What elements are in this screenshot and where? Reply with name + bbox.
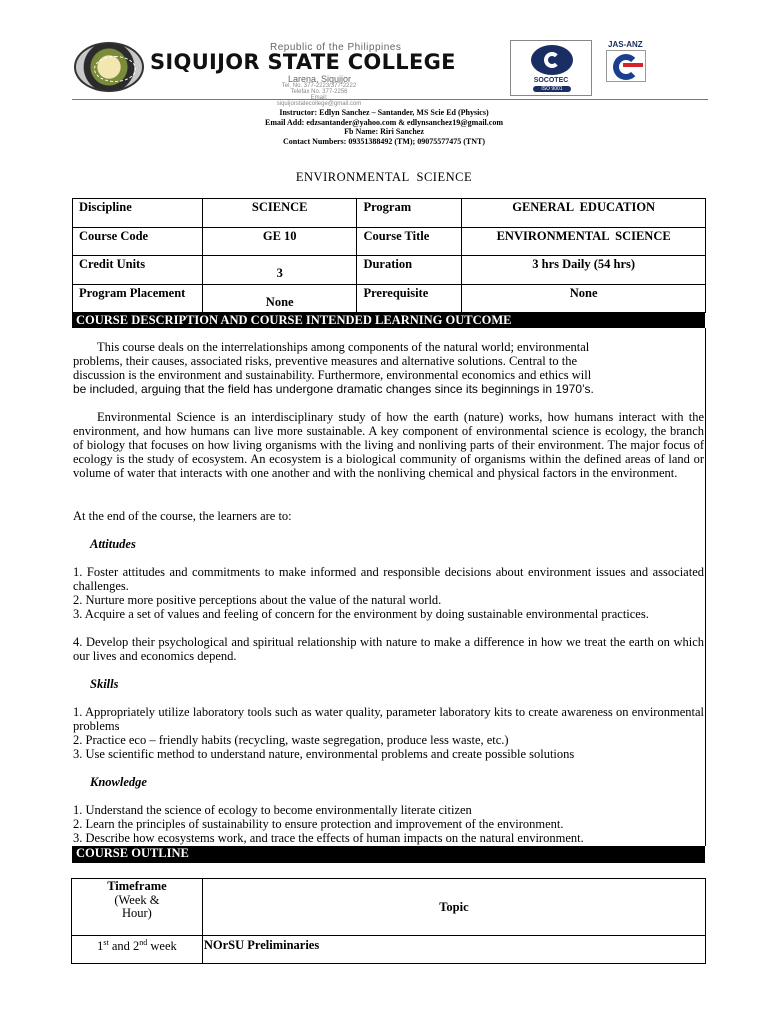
discipline-value: SCIENCE	[202, 199, 357, 228]
timeframe-header: Timeframe (Week & Hour)	[72, 879, 203, 936]
telephone-info: Tel. No. 377-2223/377-2222 Telefax No. 377-2256 Email: siquijorstatecollege@gmail.com	[276, 83, 362, 107]
letterhead	[70, 38, 710, 107]
discipline-label: Discipline	[73, 199, 203, 228]
placement-value: None	[202, 285, 357, 313]
socotec-iso-logo: SOCOTEC ISO 9001	[510, 40, 592, 96]
course-title-value: ENVIRONMENTAL SCIENCE	[462, 228, 706, 256]
prerequisite-value: None	[462, 285, 706, 313]
instructor-contact-block	[0, 108, 768, 146]
course-code-value: GE 10	[202, 228, 357, 256]
skills-item-3: 3. Use scientific method to understand nature, environmental problems and create possible solutions	[73, 747, 575, 761]
prerequisite-label: Prerequisite	[357, 285, 462, 313]
course-outline-table	[71, 878, 706, 964]
course-info-table	[72, 198, 706, 313]
course-code-label: Course Code	[73, 228, 203, 256]
paragraph-environmental-science: Environmental Science is an interdisciplinary study of how the earth (nature) works, how humans interact with the environment, and how humans can live more sustainable. A key component of environmental science is ecology, the branch of biology that focuses on how living organisms with the living and nonliving parts of their environment. The major focus of ecology is the study of ecosystem. An ecosystem is a biological community of organisms within the defined areas of land or volume of water that interacts with one another and with the nonliving chemical and physical factors in the environment.	[73, 410, 704, 480]
row1-timeframe: 1st and 2nd week	[72, 936, 203, 964]
instructor-line: Instructor: Edlyn Sanchez – Santander, MS Scie Ed (Physics)	[279, 108, 489, 117]
knowledge-item-1: 1. Understand the science of ecology to become environmentally literate citizen	[73, 803, 472, 817]
duration-label: Duration	[357, 256, 462, 285]
college-seal-logo	[74, 42, 144, 92]
attitudes-item-1: 1. Foster attitudes and commitments to make informed and responsible decisions about environment issues and associated challenges.	[73, 565, 704, 593]
fb-line: Fb Name: Riri Sanchez	[344, 127, 424, 136]
email-line: Email Add: edzsantander@yahoo.com & edlynsanchez19@gmail.com	[265, 117, 503, 127]
credit-units-value: 3	[202, 256, 357, 285]
section-course-outline-header: COURSE OUTLINE	[72, 846, 705, 863]
contact-numbers-line: Contact Numbers: 09351388492 (TM); 09075577475 (TNT)	[283, 136, 485, 146]
placement-label: Program Placement	[73, 285, 203, 313]
attitudes-item-3: 3. Acquire a set of values and feeling of concern for the environment by doing sustainable environmental practices.	[73, 607, 649, 621]
header-divider	[72, 99, 708, 100]
attitudes-item-2: 2. Nurture more positive perceptions about the value of the natural world.	[73, 593, 442, 607]
jas-anz-logo	[606, 50, 646, 82]
topic-header: Topic	[202, 879, 705, 936]
knowledge-item-2: 2. Learn the principles of sustainability to ensure protection and improvement of the environment.	[73, 817, 564, 831]
duration-value: 3 hrs Daily (54 hrs)	[462, 256, 706, 285]
row1-topic: NOrSU Preliminaries	[202, 936, 705, 964]
paragraph-course-description: This course deals on the interrelationships among components of the natural world; environmental problems, their causes, associated risks, preventive measures and alternative solutions. Central to the discussion is the environment and sustainability. Furthermore, environmental economics and ethics will be included, arguing that the field has undergone dramatic changes since its beginnings in 1970’s.	[73, 340, 594, 396]
college-town: Larena, Siquijor	[288, 74, 352, 84]
learning-outcomes-intro: At the end of the course, the learners are to:	[73, 509, 292, 523]
knowledge-item-3: 3. Describe how ecosystems work, and trace the effects of human impacts on the natural environment.	[73, 831, 584, 845]
attitudes-heading: Attitudes	[90, 537, 136, 551]
section-course-description-header: COURSE DESCRIPTION AND COURSE INTENDED LEARNING OUTCOME	[72, 313, 705, 328]
document-title: ENVIRONMENTAL SCIENCE	[295, 170, 473, 184]
skills-heading: Skills	[90, 677, 119, 691]
credit-units-label: Credit Units	[73, 256, 203, 285]
skills-item-1: 1. Appropriately utilize laboratory tools such as water quality, parameter laboratory kits to create awareness on environmental problems	[73, 705, 704, 733]
course-title-label: Course Title	[357, 228, 462, 256]
skills-item-2: 2. Practice eco – friendly habits (recycling, waste segregation, produce less waste, etc.)	[73, 733, 509, 747]
attitudes-item-4: 4. Develop their psychological and spiritual relationship with nature to make a difference in how we treat the earth on which our lives and economics depend.	[73, 635, 704, 663]
program-label: Program	[357, 199, 462, 228]
republic-text: Republic of the Philippines	[270, 42, 402, 53]
knowledge-heading: Knowledge	[90, 775, 147, 789]
jas-anz-label: JAS-ANZ	[608, 40, 643, 49]
college-name: SIQUIJOR STATE COLLEGE	[150, 50, 456, 74]
program-value: GENERAL EDUCATION	[462, 199, 706, 228]
